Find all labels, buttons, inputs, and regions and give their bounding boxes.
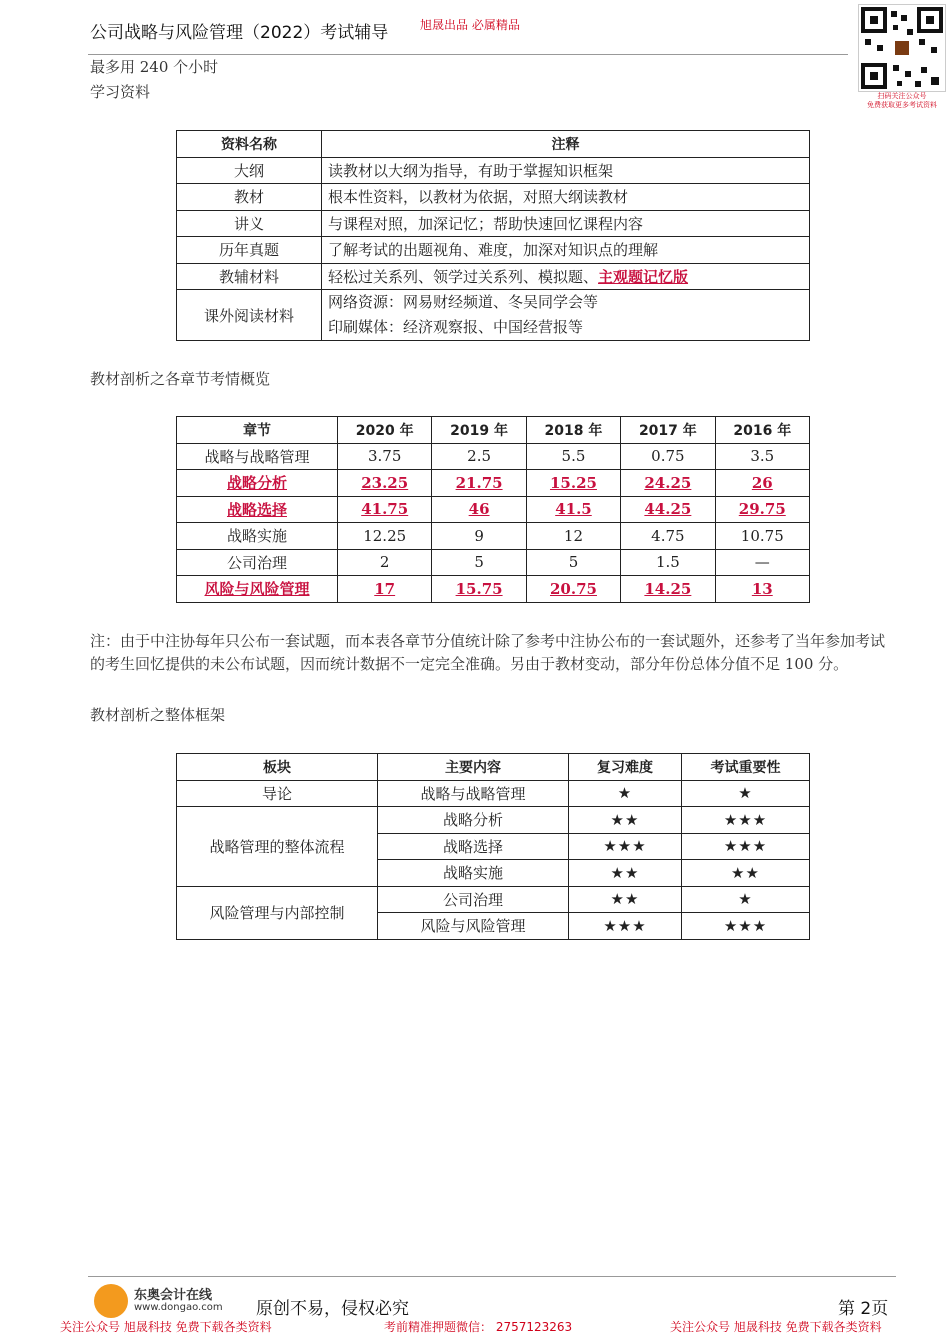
material-note: 读教材以大纲为指导，有助于掌握知识框架 [322,157,810,184]
material-name: 教材 [177,184,322,211]
material-note [322,290,810,341]
logo-name: 东奥会计在线 [134,1288,213,1303]
chapter-name: 战略与战略管理 [177,443,338,470]
table-row [177,263,810,290]
material-note [322,263,810,290]
block-name: 导论 [177,780,378,807]
score-cell: 4.75 [621,523,715,550]
table-row [177,780,810,807]
footer-note-left: 关注公众号 旭晟科技 免费下载各类资料 [60,1320,272,1334]
qr-caption-line1: 扫码关注公众号 [877,92,927,100]
table-row [177,807,810,834]
material-note-text: 轻松过关系列、领学过关系列、模拟题、 [328,267,599,286]
score-cell: 9 [432,523,526,550]
score-cell-highlight[interactable]: 29.75 [738,500,786,519]
column-header: 2016 年 [715,417,809,444]
table-row [177,290,810,341]
column-header: 2018 年 [526,417,620,444]
difficulty-stars: ★★ [569,860,682,887]
table-row [177,157,810,184]
difficulty-stars: ★★ [569,886,682,913]
score-cell-highlight[interactable]: 46 [468,500,490,519]
content-cell: 风险与风险管理 [378,913,569,940]
footer-divider [88,1276,896,1277]
table-row [177,886,810,913]
score-cell-highlight[interactable]: 41.5 [555,500,592,519]
content-cell: 公司治理 [378,886,569,913]
intro-line-2: 学习资料 [90,83,151,101]
footer-note-center: 考前精准押题微信： 2757123263 [384,1320,573,1334]
table-row [177,210,810,237]
importance-stars: ★★★ [682,913,810,940]
material-name: 课外阅读材料 [177,290,322,341]
material-note-line: 网络资源：网易财经频道、冬吴同学会等 [328,293,599,311]
header-tagline: 旭晟出品 必属精品 [420,18,520,32]
score-cell: 5.5 [526,443,620,470]
qr-caption-line2: 免费获取更多考试资料 [867,101,937,109]
importance-stars: ★★ [682,860,810,887]
difficulty-stars: ★ [569,780,682,807]
score-cell-highlight[interactable]: 21.75 [455,473,503,492]
table-row [177,496,810,523]
score-cell: — [715,549,809,576]
column-header: 2017 年 [621,417,715,444]
score-cell: 1.5 [621,549,715,576]
score-cell-highlight[interactable]: 24.25 [644,473,692,492]
score-cell-highlight[interactable]: 41.75 [361,500,409,519]
table-row [177,523,810,550]
material-note-line: 印刷媒体：经济观察报、中国经营报等 [328,318,584,336]
content-cell: 战略实施 [378,860,569,887]
column-header: 板块 [177,754,378,781]
score-cell-highlight[interactable]: 15.25 [549,473,597,492]
content-cell: 战略与战略管理 [378,780,569,807]
difficulty-stars: ★★★ [569,833,682,860]
importance-stars: ★ [682,780,810,807]
qr-caption [856,92,948,110]
block-name: 风险管理与内部控制 [177,886,378,939]
table-row [177,470,810,497]
table-row [177,443,810,470]
table-row [177,237,810,264]
column-header: 章节 [177,417,338,444]
column-header: 2020 年 [338,417,432,444]
score-cell-highlight[interactable]: 26 [751,473,773,492]
chapter-name-highlight[interactable]: 风险与风险管理 [204,580,310,599]
score-cell: 2 [338,549,432,576]
material-name: 历年真题 [177,237,322,264]
score-cell: 3.75 [338,443,432,470]
score-cell: 12 [526,523,620,550]
table-header-row [177,417,810,444]
score-cell-highlight[interactable]: 23.25 [361,473,409,492]
chapter-name: 战略实施 [177,523,338,550]
score-cell: 5 [432,549,526,576]
content-cell: 战略分析 [378,807,569,834]
framework-table [176,753,810,940]
table-header-row [177,754,810,781]
chapter-name: 公司治理 [177,549,338,576]
qr-code-icon[interactable] [858,4,946,92]
material-note: 与课程对照，加深记忆；帮助快速回忆课程内容 [322,210,810,237]
highlight-link[interactable]: 主观题记忆版 [598,267,689,286]
scores-table [176,416,810,603]
score-cell-highlight[interactable]: 14.25 [644,579,692,598]
section-title-scores: 教材剖析之各章节考情概览 [90,370,271,388]
block-name: 战略管理的整体流程 [177,807,378,887]
column-header: 考试重要性 [682,754,810,781]
footer-slogan: 原创不易，侵权必究 [256,1299,409,1319]
score-cell-highlight[interactable]: 20.75 [549,579,597,598]
statistics-note: 注：由于中注协每年只公布一套试题，而本表各章节分值统计除了参考中注协公布的一套试题外，还参考了当年参加考试的考生回忆提供的未公布试题，因而统计数据不一定完全准确。另由于教材变动，部分年份总体分值不足 100 分。 [90,632,886,673]
header-divider [88,54,848,55]
score-cell-highlight[interactable]: 15.75 [455,579,503,598]
score-cell-highlight[interactable]: 44.25 [644,500,692,519]
materials-table [176,130,810,341]
score-cell: 2.5 [432,443,526,470]
column-header: 资料名称 [177,131,322,158]
table-row [177,549,810,576]
score-cell: 10.75 [715,523,809,550]
score-cell-highlight[interactable]: 17 [374,579,396,598]
column-header: 复习难度 [569,754,682,781]
intro-line-1: 最多用 240 个小时 [90,58,219,76]
footer-note-right: 关注公众号 旭晟科技 免费下载各类资料 [670,1320,882,1334]
material-name: 大纲 [177,157,322,184]
table-row [177,184,810,211]
material-note: 根本性资料，以教材为依据，对照大纲读教材 [322,184,810,211]
importance-stars: ★★★ [682,833,810,860]
logo-url[interactable]: www.dongao.com [134,1302,223,1313]
importance-stars: ★ [682,886,810,913]
material-name: 教辅材料 [177,263,322,290]
score-cell-highlight[interactable]: 13 [751,579,773,598]
section-title-framework: 教材剖析之整体框架 [90,706,226,724]
page-number: 第 2页 [838,1299,889,1319]
column-header: 主要内容 [378,754,569,781]
difficulty-stars: ★★ [569,807,682,834]
score-cell: 0.75 [621,443,715,470]
column-header: 2019 年 [432,417,526,444]
document-title: 公司战略与风险管理（2022）考试辅导 [90,23,389,43]
content-cell: 战略选择 [378,833,569,860]
logo-icon [94,1284,128,1318]
material-note: 了解考试的出题视角、难度，加深对知识点的理解 [322,237,810,264]
table-row [177,576,810,603]
column-header: 注释 [322,131,810,158]
score-cell: 5 [526,549,620,576]
difficulty-stars: ★★★ [569,913,682,940]
score-cell: 12.25 [338,523,432,550]
chapter-name-highlight[interactable]: 战略分析 [226,474,287,493]
chapter-name-highlight[interactable]: 战略选择 [226,500,287,519]
table-header-row [177,131,810,158]
score-cell: 3.5 [715,443,809,470]
material-name: 讲义 [177,210,322,237]
importance-stars: ★★★ [682,807,810,834]
